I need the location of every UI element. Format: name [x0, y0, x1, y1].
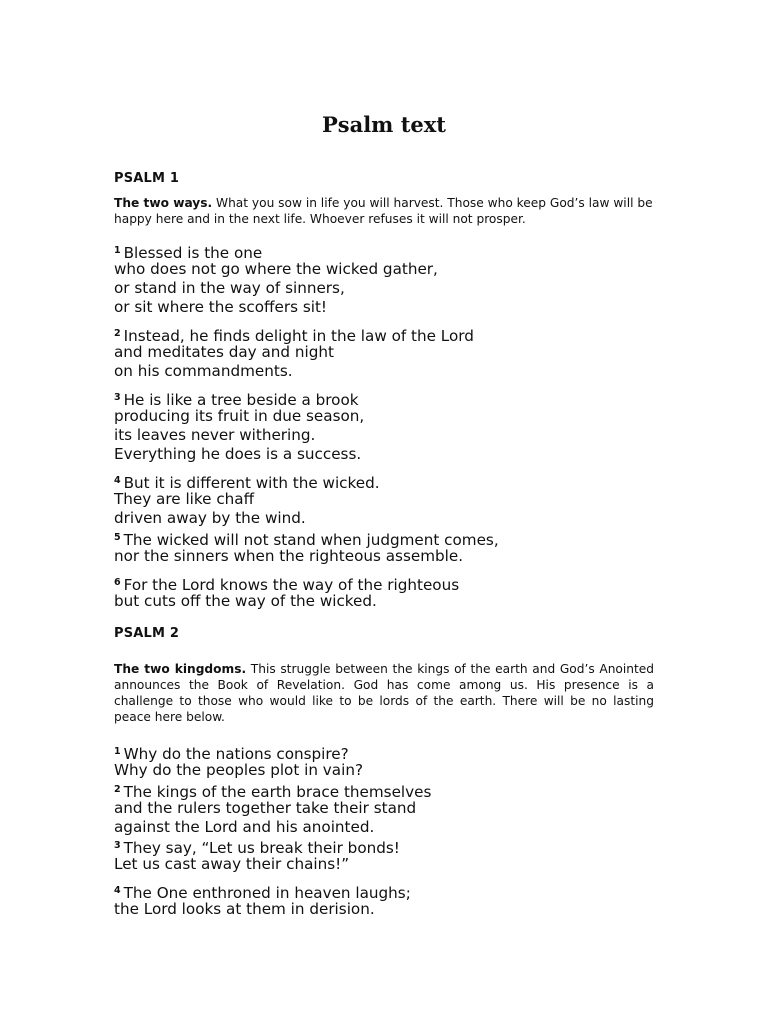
psalm-1-verse-4	[114, 471, 654, 528]
verse-line: $^4$ But it is different with the wicked.	[114, 474, 380, 492]
verse-line: $^6$ For the Lord knows the way of the righteous	[114, 576, 460, 594]
psalm-1-verse-6	[114, 573, 654, 611]
verse-number: 1	[114, 245, 121, 256]
verse-line: or stand in the way of sinners,	[114, 279, 345, 297]
verse-line: $^4$ The One enthroned in heaven laughs;	[114, 884, 411, 902]
verse-line: $^2$ Instead, he finds delight in the law of the Lord	[114, 327, 474, 345]
document-title: Psalm text	[321, 112, 446, 137]
verse-line: Let us cast away their chains!”	[114, 855, 350, 873]
psalm-1-intro-lead: The two ways.	[114, 196, 213, 210]
verse-number: 6	[114, 577, 121, 588]
verse-line: Everything he does is a success.	[114, 445, 362, 463]
psalm-2-intro	[114, 661, 654, 725]
psalm-2-verse-1	[114, 742, 654, 780]
verse-line: driven away by the wind.	[114, 509, 306, 527]
psalm-2-verse-4	[114, 881, 654, 919]
verse-number: 3	[114, 840, 121, 851]
verse-number: 2	[114, 328, 121, 339]
psalm-1-verse-3	[114, 388, 654, 464]
psalm-1-verse-5	[114, 528, 654, 566]
psalm-2-intro-lead: The two kingdoms.	[114, 662, 247, 676]
verse-line: $^1$ Why do the nations conspire?	[114, 745, 349, 763]
verse-number: 4	[114, 475, 121, 486]
verse-number: 4	[114, 885, 121, 896]
verse-line: $^1$ Blessed is the one	[114, 244, 263, 262]
psalm-2-verse-2	[114, 780, 654, 837]
verse-line: who does not go where the wicked gather,	[114, 260, 438, 278]
psalm-1-verse-2	[114, 324, 654, 381]
verse-line: producing its fruit in due season,	[114, 407, 365, 425]
verse-line: its leaves never withering.	[114, 426, 316, 444]
psalm-2-intro-text: This struggle between the kings of the earth and God’s Anointed announces the Book of Revelation. God has come among us. His presence is a challenge to those who would like to be lords of the earth. There will be no lasting peace here below.	[114, 662, 655, 724]
verse-line: nor the sinners when the righteous assemble.	[114, 547, 464, 565]
verse-line: $^2$ The kings of the earth brace themselves	[114, 783, 432, 801]
psalm-1-intro	[114, 195, 654, 227]
verse-line: and the rulers together take their stand	[114, 799, 417, 817]
psalm-1-heading: PSALM 1	[114, 171, 180, 186]
psalm-1-intro-text: What you sow in life you will harvest. Those who keep God’s law will be happy here and in the next life. Whoever refuses it will not prosper.	[114, 196, 653, 226]
verse-line: Why do the peoples plot in vain?	[114, 761, 363, 779]
verse-line: and meditates day and night	[114, 343, 334, 361]
verse-number: 2	[114, 784, 121, 795]
verse-line: $^3$ They say, “Let us break their bonds!	[114, 839, 400, 857]
verse-number: 3	[114, 392, 121, 403]
verse-line: the Lord looks at them in derision.	[114, 900, 375, 918]
verse-line: but cuts off the way of the wicked.	[114, 592, 377, 610]
psalm-2-verse-3	[114, 836, 654, 874]
psalm-2-heading: PSALM 2	[114, 626, 180, 641]
verse-line: $^5$ The wicked will not stand when judgment comes,	[114, 531, 499, 549]
verse-line: on his commandments.	[114, 362, 293, 380]
psalm-1-verse-1	[114, 241, 654, 317]
verse-line: They are like chaff	[114, 490, 255, 508]
verse-number: 1	[114, 746, 121, 757]
verse-line: against the Lord and his anointed.	[114, 818, 375, 836]
verse-number: 5	[114, 532, 121, 543]
verse-line: or sit where the scoffers sit!	[114, 298, 328, 316]
verse-line: $^3$ He is like a tree beside a brook	[114, 391, 359, 409]
